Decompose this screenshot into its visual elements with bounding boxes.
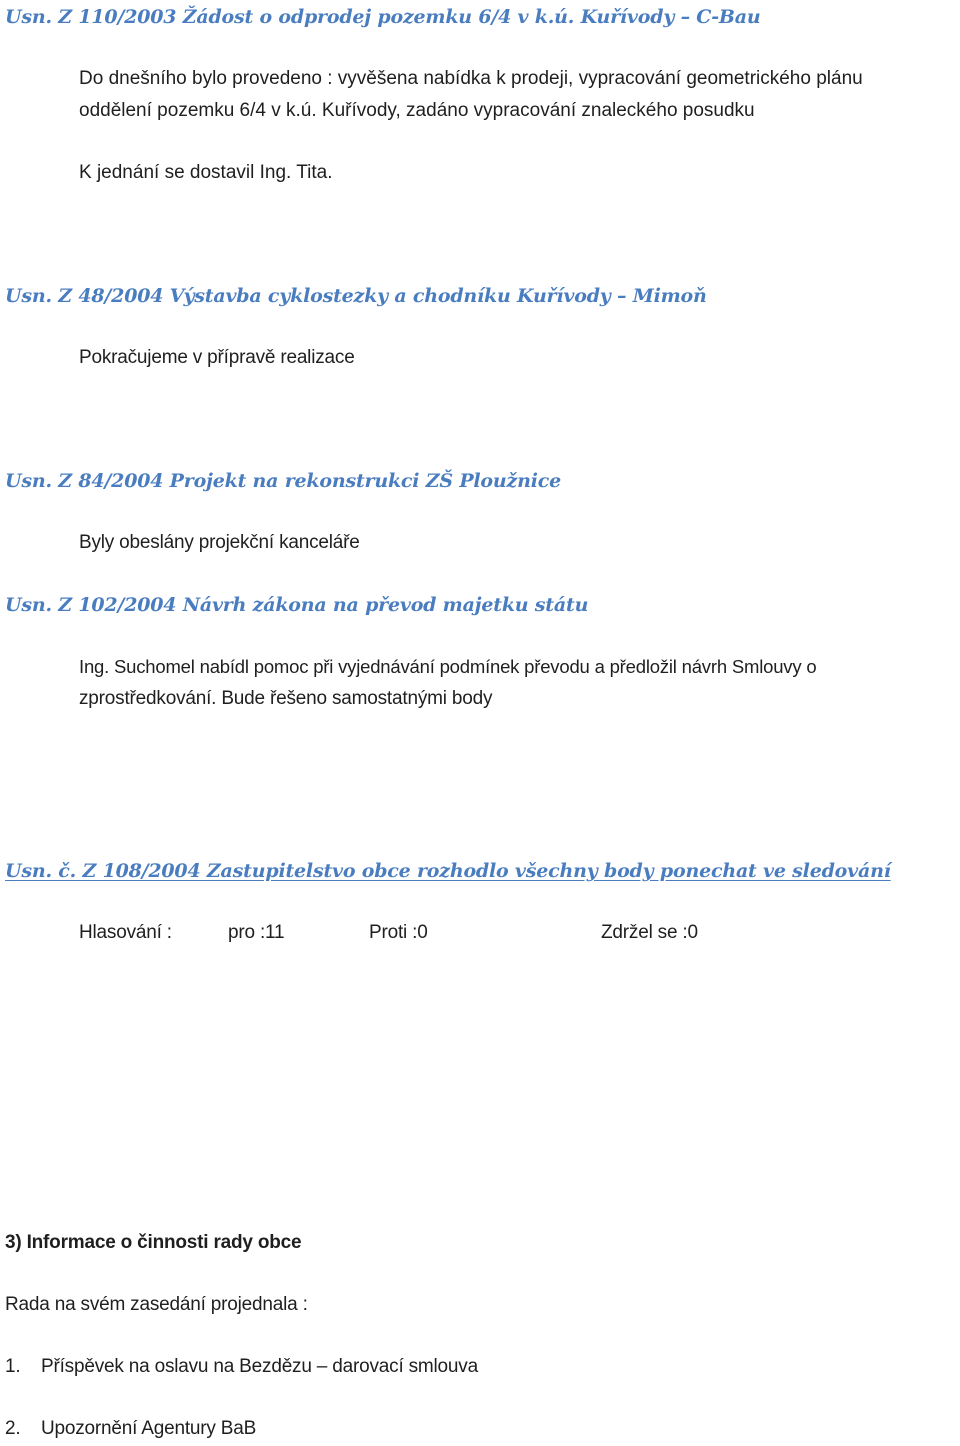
section-heading-z102: Usn. Z 102/2004 Návrh zákona na převod majetku státu (5, 594, 589, 616)
section-heading-z48: Usn. Z 48/2004 Výstavba cyklostezky a chodníku Kuřívody – Mimoň (5, 285, 707, 307)
list-item-text: Upozornění Agentury BaB (41, 1418, 257, 1439)
section-heading-z108: Usn. č. Z 108/2004 Zastupitelstvo obce rozhodlo všechny body ponechat ve sledování (5, 860, 891, 882)
section-line: Ing. Suchomel nabídl pomoc při vyjednávání podmínek převodu a předložil návrh Smlouvy o (79, 656, 817, 677)
section-line: oddělení pozemku 6/4 v k.ú. Kuřívody, zadáno vypracování znaleckého posudku (79, 100, 755, 121)
list-item-number: 1. (5, 1356, 21, 1377)
list-item-text: Příspěvek na oslavu na Bezdězu – darovací smlouva (41, 1356, 478, 1377)
section-line: Pokračujeme v přípravě realizace (79, 347, 355, 368)
section-line: Do dnešního bylo provedeno : vyvěšena nabídka k prodeji, vypracování geometrického plánu (79, 68, 863, 89)
section-line: zprostředkování. Bude řešeno samostatnými body (79, 688, 493, 709)
vote-proti: Proti :0 (369, 922, 428, 943)
vote-zdrzel: Zdržel se :0 (601, 922, 698, 943)
section-heading-z110: Usn. Z 110/2003 Žádost o odprodej pozemku 6/4 v k.ú. Kuřívody – C-Bau (5, 6, 761, 28)
part3-intro: Rada na svém zasedání projednala : (5, 1294, 308, 1315)
section-line: K jednání se dostavil Ing. Tita. (79, 162, 333, 183)
section-line: Byly obeslány projekční kanceláře (79, 532, 360, 553)
vote-label: Hlasování : (79, 922, 172, 943)
part3-heading: 3) Informace o činnosti rady obce (5, 1232, 302, 1253)
section-heading-z84: Usn. Z 84/2004 Projekt na rekonstrukci ZŠ Ploužnice (5, 470, 561, 492)
list-item-number: 2. (5, 1418, 21, 1439)
vote-pro: pro :11 (228, 922, 285, 943)
